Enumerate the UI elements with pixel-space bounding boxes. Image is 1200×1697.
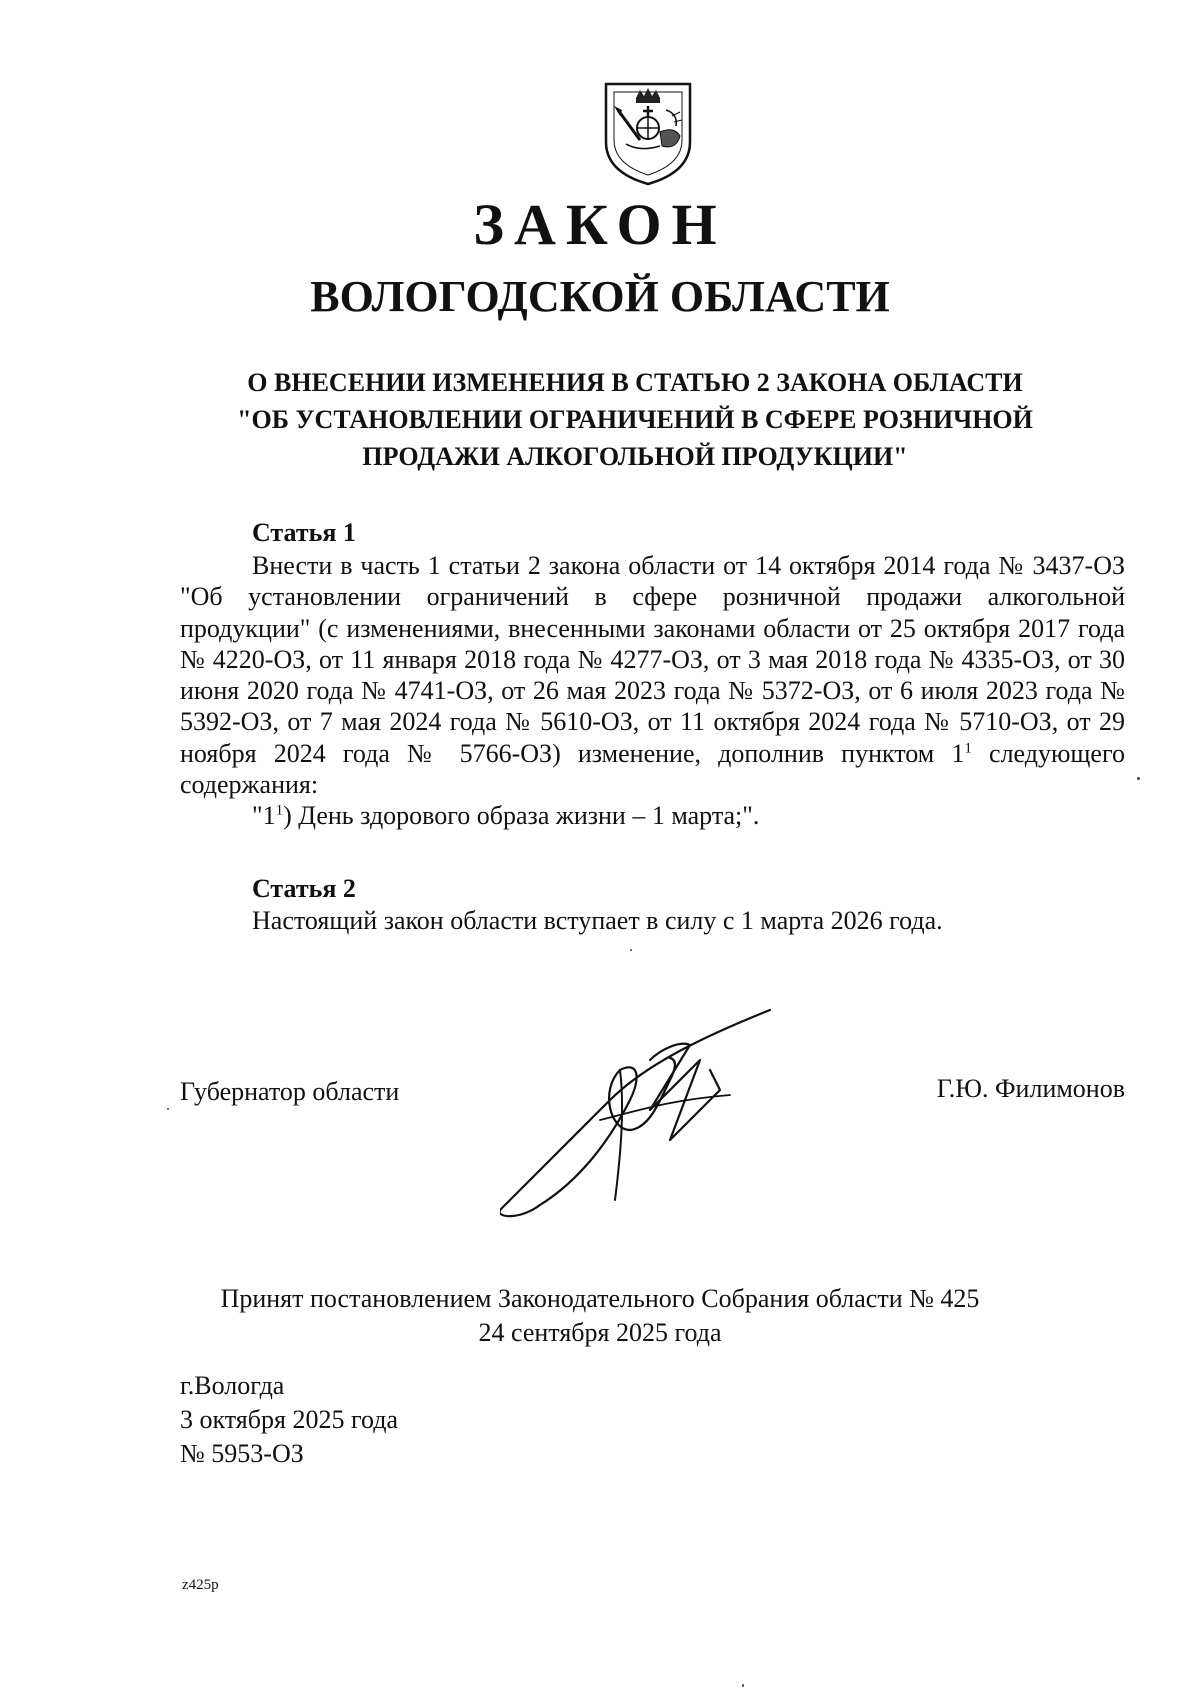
article-1-superscript: 1	[964, 740, 972, 757]
city: г.Вологда	[180, 1371, 285, 1400]
article-2-body	[180, 905, 1125, 936]
handwritten-signature	[500, 1000, 840, 1230]
adoption-line-2: 24 сентября 2025 года	[478, 1318, 722, 1347]
article-2-text: Настоящий закон области вступает в силу с 1 марта 2026 года.	[252, 906, 943, 935]
scan-speck	[742, 1684, 744, 1687]
article-1-paragraph	[180, 550, 1125, 800]
law-subject	[170, 364, 1100, 475]
adoption-line-1: Принят постановлением Законодательного Собрания области № 425	[220, 1284, 980, 1313]
article-1-text-end: следующего содержания:	[180, 738, 1125, 800]
scan-speck	[1137, 777, 1140, 780]
subject-line-3: ПРОДАЖИ АЛКОГОЛЬНОЙ ПРОДУКЦИИ"	[362, 442, 908, 471]
place-date-number	[180, 1369, 398, 1471]
signatory-title: Губернатор области	[180, 1077, 400, 1106]
subject-line-2: "ОБ УСТАНОВЛЕНИИ ОГРАНИЧЕНИЙ В СФЕРЕ РОЗНИЧНОЙ	[237, 405, 1033, 434]
article-1-body	[180, 550, 1125, 832]
region-title: ВОЛОГОДСКОЙ ОБЛАСТИ	[310, 272, 890, 321]
scan-speck	[167, 1108, 169, 1110]
quoted-item-superscript: 1	[275, 802, 284, 819]
adoption-note	[0, 1282, 1200, 1350]
subject-line-1: О ВНЕСЕНИИ ИЗМЕНЕНИЯ В СТАТЬЮ 2 ЗАКОНА ОБЛАСТИ	[247, 368, 1023, 397]
coat-of-arms-emblem	[600, 80, 696, 188]
scan-speck	[630, 949, 632, 951]
quoted-item-number: "1	[252, 801, 276, 831]
quoted-item-text: ) День здорового образа жизни – 1 марта;".	[283, 801, 760, 831]
article-2-heading: Статья 2	[252, 874, 356, 903]
document-code: z425p	[182, 1577, 219, 1593]
law-number: № 5953-ОЗ	[180, 1439, 304, 1468]
article-1-heading: Статья 1	[252, 518, 356, 547]
signatory-name: Г.Ю. Филимонов	[936, 1074, 1125, 1103]
article-1-quoted-item	[180, 800, 1125, 831]
article-1-text: Внести в часть 1 статьи 2 закона области от 14 октября 2014 года № 3437-ОЗ "Об установлении ограничений в сфере розничной продажи алкогольной продукции" (с изменениями, внесенными законами области от 25 октября 2017 года № 4220-ОЗ, от 11 января 2018 года № 4277-ОЗ, от 3 мая 2018 года № 4335-ОЗ, от 30 июня 2020 года № 4741-ОЗ, от 26 мая 2023 года № 5372-ОЗ, от 6 июля 2023 года № 5392-ОЗ, от 7 мая 2024 года № 5610-ОЗ, от 11 октября 2024 года № 5710-ОЗ, от 29 ноября 2024 года № 5766-ОЗ) изменение, дополнив пунктом 1	[180, 551, 1125, 768]
signing-date: 3 октября 2025 года	[180, 1405, 398, 1434]
law-title: ЗАКОН	[473, 192, 727, 257]
